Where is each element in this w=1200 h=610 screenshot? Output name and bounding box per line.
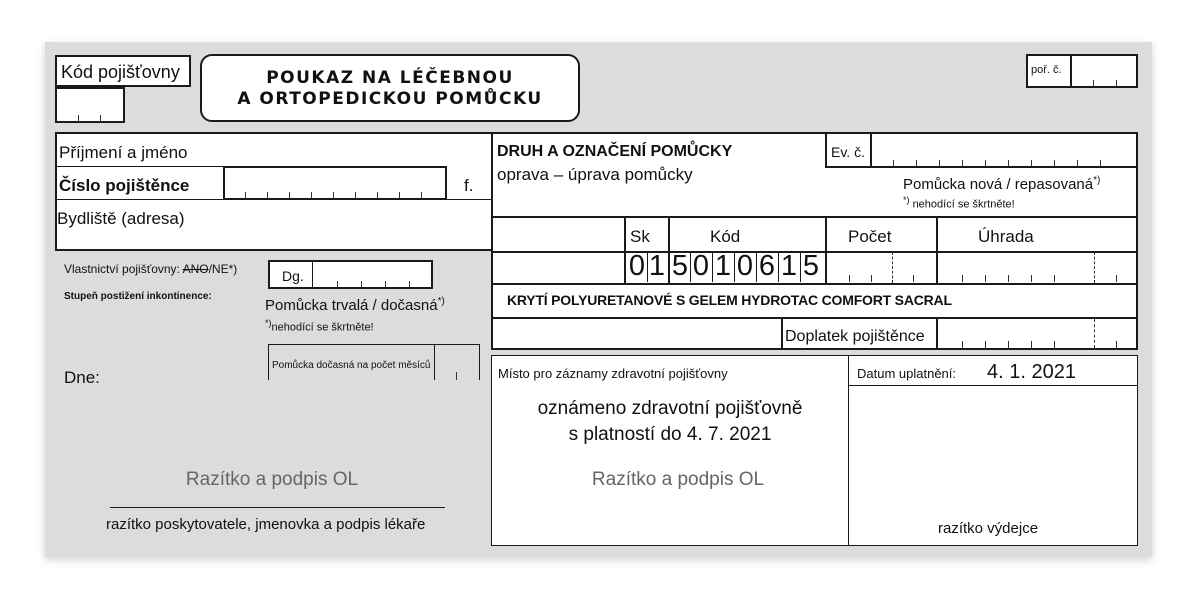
form-title [200,68,580,110]
strike-note-top-text: nehodící se škrtněte! [912,198,1015,211]
f-label: f. [464,176,474,195]
insurer-code-label: Kód pojišťovny [61,62,180,82]
strike-note-left-mark: *) [265,318,272,328]
ownership-yes: ANO [182,262,209,276]
insurer-records-label: Místo pro záznamy zdravotní pojišťovny [498,366,728,381]
code-digit: 5 [802,250,820,282]
new-refurbished-mark: *) [1093,175,1101,186]
permanent-temporary-mark: *) [437,296,445,307]
form-title-line2: A ORTOPEDICKOU POMŮCKU [237,89,543,109]
code-digit: 0 [736,250,754,282]
ownership-text: Vlastnictví pojišťovny: [64,262,180,276]
dispenser-stamp-label: razítko výdejce [938,520,1039,537]
code-digit: 0 [628,250,646,282]
redemption-date-value: 4. 1. 2021 [987,361,1076,383]
address-label: Bydliště (adresa) [57,209,185,228]
sk-label: Sk [630,227,650,246]
ownership-label [64,262,237,276]
code-digit: 6 [758,250,776,282]
permanent-temporary-text: Pomůcka trvalá / dočasná [265,297,438,314]
ev-number-label: Ev. č. [831,144,865,160]
count-label: Počet [848,227,892,246]
payment-label: Úhrada [978,227,1034,246]
redemption-date-label: Datum uplatnění: [857,366,957,381]
count-field[interactable] [827,252,935,283]
code-digit: 1 [648,250,666,282]
insurer-records-box [491,355,849,546]
strike-note-top-mark: *) [903,195,910,205]
strike-note-left-text: nehodící se škrtněte! [271,321,374,334]
code-digit: 1 [780,250,798,282]
insurance-number-field[interactable] [223,166,447,200]
diagnosis-label: Dg. [282,268,304,284]
patient-name-label: Příjmení a jméno [59,143,188,162]
copay-field[interactable] [938,319,1136,348]
permanent-temporary-label [265,296,445,314]
payment-field[interactable] [938,252,1136,283]
stamp-ol-left: Razítko a podpis OL [185,469,359,490]
aid-type-label: DRUH A OZNAČENÍ POMŮCKY [497,143,733,160]
code-digit: 5 [671,250,689,282]
stamp-ol-right: Razítko a podpis OL [591,469,765,490]
new-refurbished-label [903,175,1100,193]
signature-caption: razítko poskytovatele, jmenovka a podpis lékaře [106,516,426,533]
code-digit: 1 [714,250,732,282]
strike-note-left [265,318,374,334]
repair-label: oprava – úprava pomůcky [497,165,693,184]
new-refurbished-text: Pomůcka nová / repasovaná [903,176,1094,193]
serial-number-label: poř. č. [1031,64,1062,76]
incontinence-label: Stupeň postižení inkontinence: [64,291,212,302]
ownership-no: /NE*) [208,262,238,276]
insurer-notice-line1: oznámeno zdravotní pojišťovně [537,398,803,419]
code-digit: 0 [692,250,710,282]
copay-label: Doplatek pojištěnce [785,328,925,345]
strike-note-top [903,195,1015,211]
months-label: Pomůcka dočasná na počet měsíců [272,360,431,371]
aid-description: KRYTÍ POLYURETANOVÉ S GELEM HYDROTAC COMFORT SACRAL [507,292,952,308]
form-title-line1: POUKAZ NA LÉČEBNOU [266,68,514,88]
insurance-number-label: Číslo pojištěnce [59,176,190,195]
date-label: Dne: [64,368,100,387]
insurer-notice-line2: s platností do 4. 7. 2021 [568,424,772,445]
code-label: Kód [710,227,741,246]
